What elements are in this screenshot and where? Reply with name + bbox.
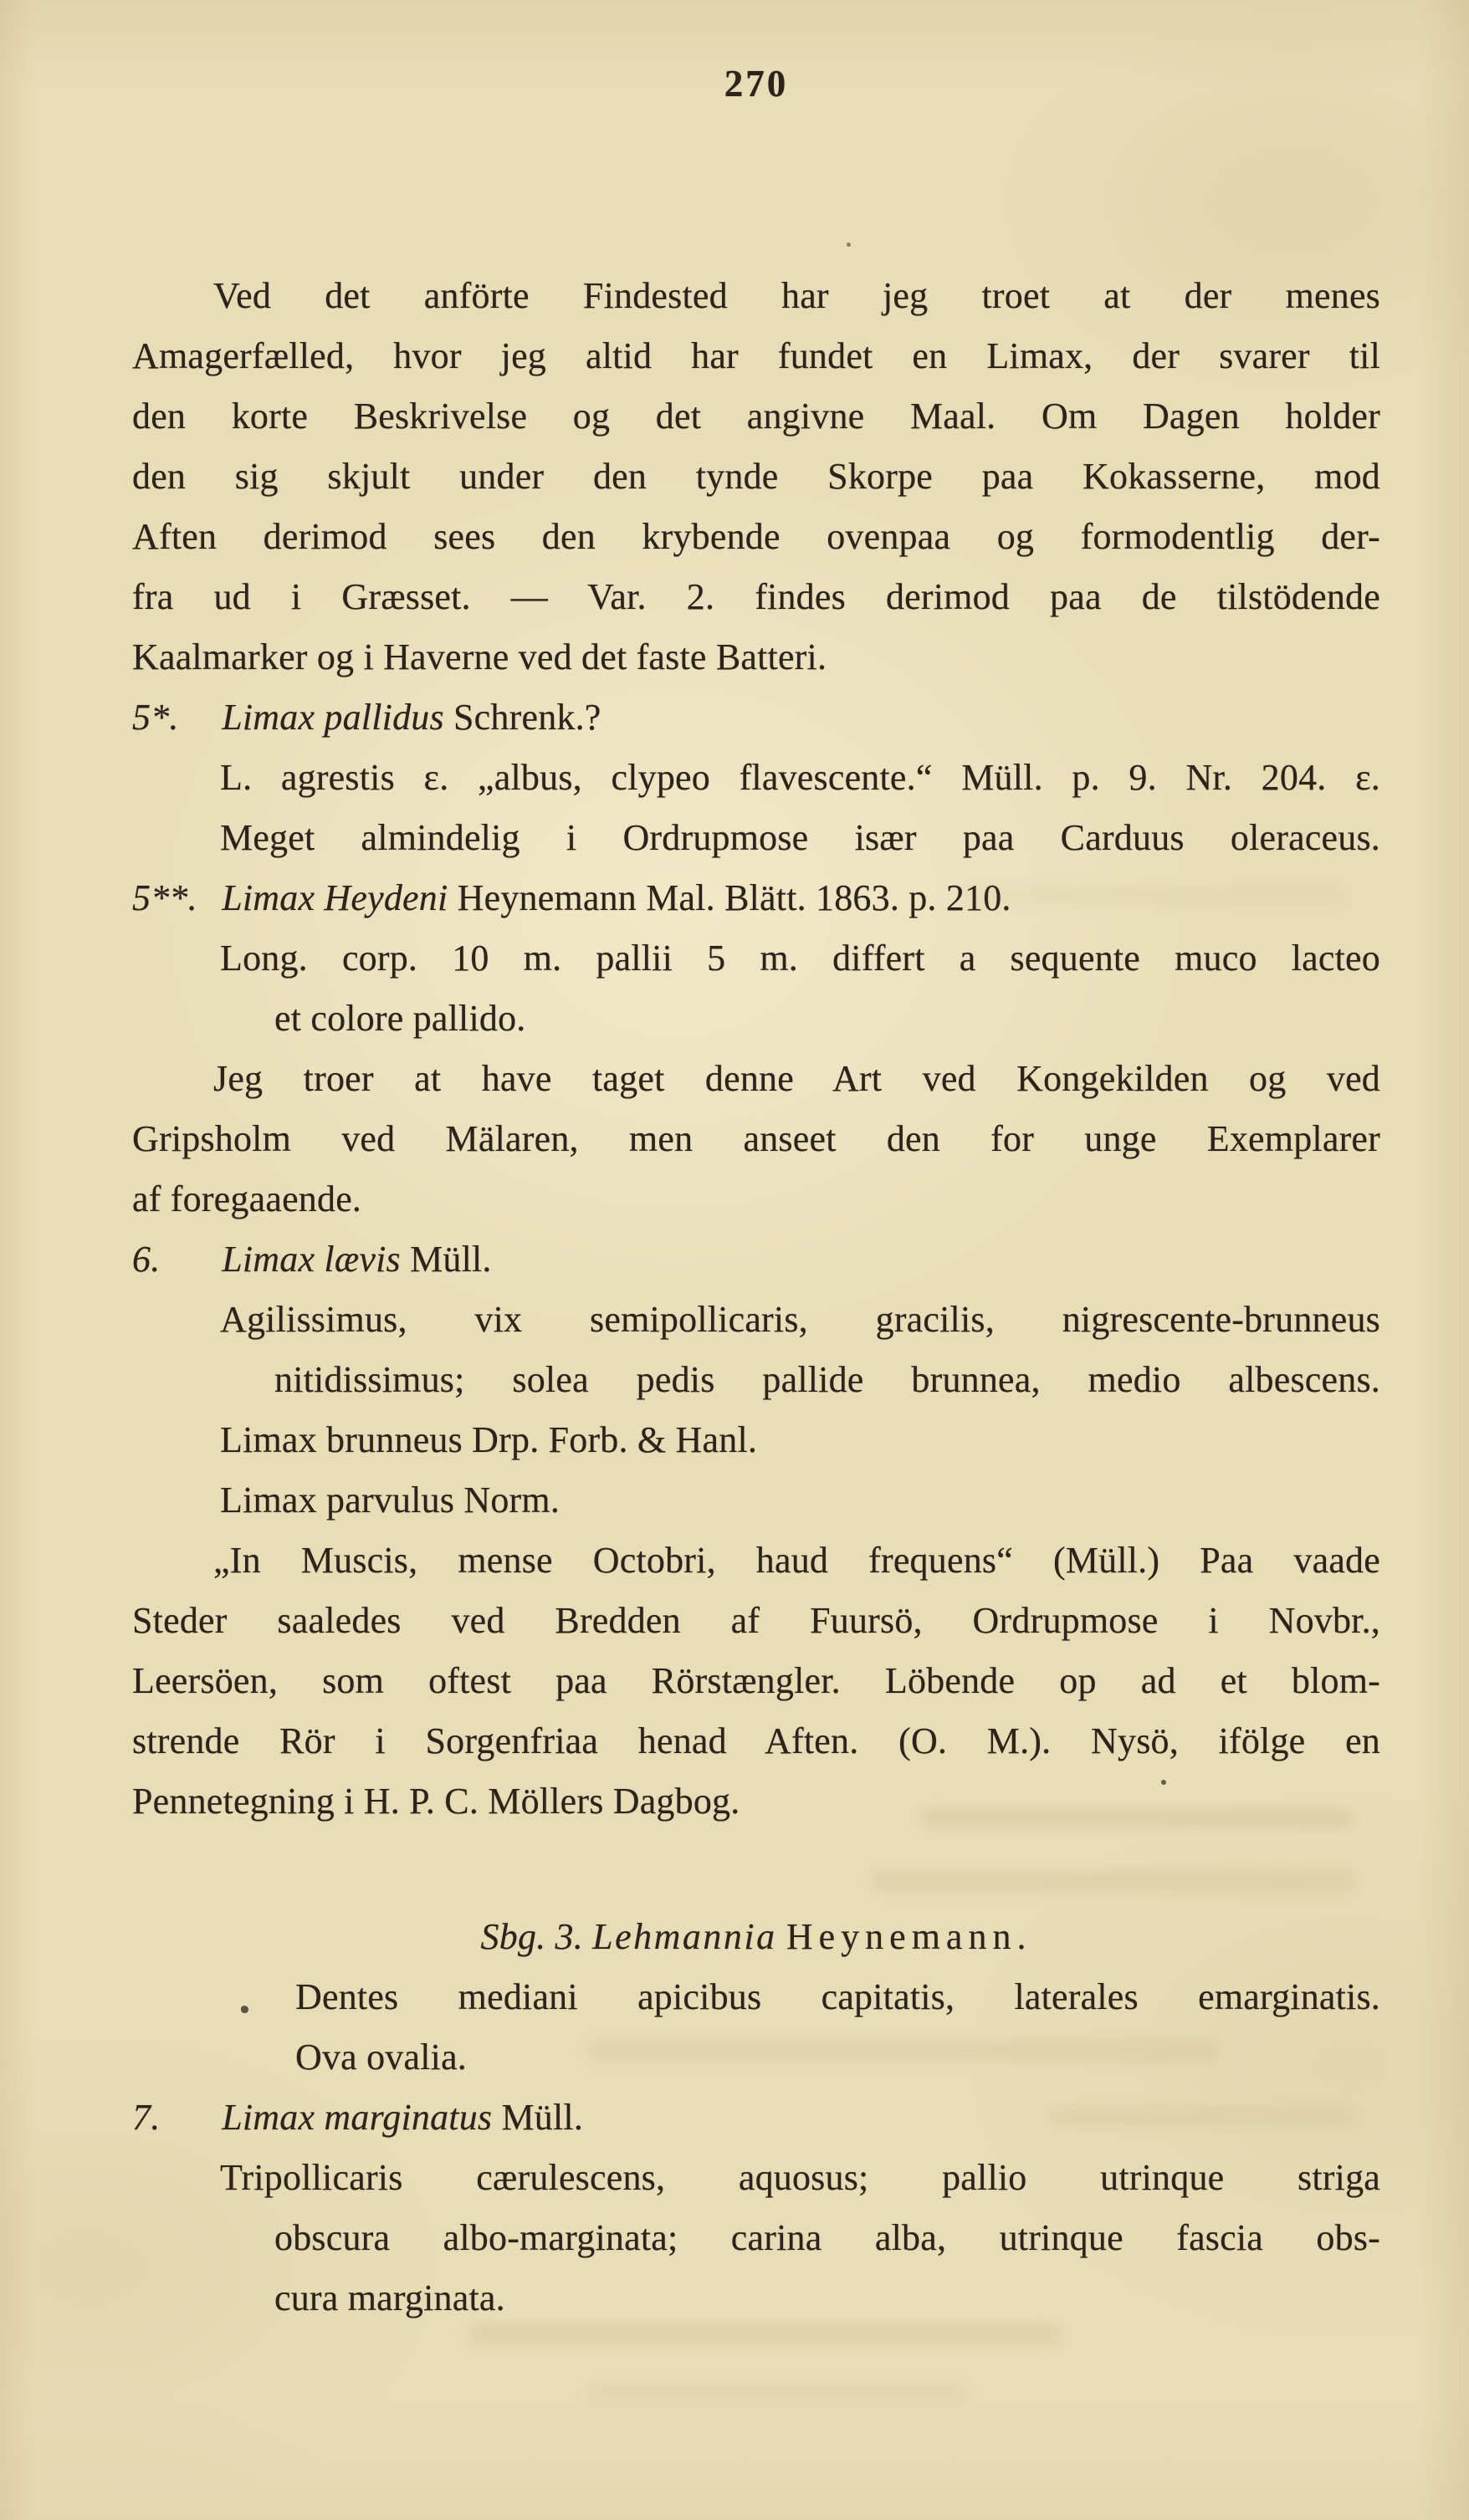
species-number: 5**.	[132, 877, 197, 918]
text-segment: nitidissimus; solea pedis pallide brunnea, medio albescens.	[274, 1359, 1380, 1400]
text-segment: Tripollicaris cærulescens, aquosus; pallio utrinque striga	[220, 2157, 1380, 2198]
show-through-ghost	[920, 1808, 1355, 1828]
text-line	[132, 1470, 1380, 1531]
species-heading-5star	[132, 688, 1380, 748]
text-segment: Müll.	[410, 1239, 492, 1280]
text-segment: Dentes mediani apicibus capitatis, laterales emarginatis.	[295, 1976, 1380, 2017]
page-number: 270	[724, 63, 789, 105]
species-number: 6.	[132, 1239, 161, 1280]
ink-speck	[241, 2006, 248, 2013]
text-line	[132, 1591, 1380, 1651]
text-segment: Meget almindelig i Ordrupmose især paa Carduus oleraceus.	[220, 817, 1380, 858]
text-line	[132, 1290, 1380, 1350]
text-segment: et colore pallido.	[274, 998, 526, 1039]
text-segment: af foregaaende.	[132, 1178, 362, 1219]
text-line	[132, 1531, 1380, 1591]
text-line	[132, 266, 1380, 326]
text-line	[132, 808, 1380, 868]
text-segment: Amagerfælled, hvor jeg altid har fundet en Limax, der svarer til	[132, 335, 1380, 376]
text-line	[132, 567, 1380, 627]
text-segment: Kaalmarker og i Haverne ved det faste Batteri.	[132, 636, 827, 677]
ink-speck	[1161, 1780, 1166, 1785]
show-through-ghost	[586, 2041, 1221, 2061]
text-segment: Müll.	[501, 2097, 584, 2138]
text-line	[132, 1711, 1380, 1771]
subgenus-heading	[132, 1907, 1380, 1967]
text-line	[132, 2268, 1380, 2328]
text-segment: Aften derimod sees den krybende ovenpaa og formodentlig der-	[132, 516, 1380, 557]
text-segment: Agilissimus, vix semipollicaris, gracilis, nigrescente-brunneus	[220, 1299, 1380, 1340]
text-segment: Schrenk.?	[453, 697, 601, 738]
text-line	[132, 1350, 1380, 1410]
text-segment: Sbg. 3.	[480, 1916, 583, 1957]
text-segment: Limax lævis	[222, 1239, 401, 1280]
text-line	[132, 386, 1380, 447]
text-line	[132, 2208, 1380, 2268]
text-segment: Limax marginatus	[222, 2097, 493, 2138]
text-segment: cura marginata.	[274, 2277, 505, 2318]
text-segment: Ova ovalia.	[295, 2037, 468, 2078]
text-segment: obscura albo-marginata; carina alba, utrinque fascia obs-	[274, 2217, 1380, 2258]
text-segment: Steder saaledes ved Bredden af Fuursö, Ordrupmose i Novbr.,	[132, 1600, 1380, 1641]
ink-speck	[847, 243, 851, 247]
text-segment: den korte Beskrivelse og det angivne Maal. Om Dagen holder	[132, 396, 1380, 437]
species-number: 5*.	[132, 697, 179, 738]
text-line	[132, 326, 1380, 386]
text-segment: Limax parvulus Norm.	[220, 1480, 560, 1521]
text-segment: Gripsholm ved Mälaren, men anseet den for unge Exemplarer	[132, 1118, 1380, 1159]
text-line	[132, 1169, 1380, 1229]
text-segment: Lehmannia	[592, 1916, 777, 1957]
text-line	[132, 928, 1380, 989]
text-line	[132, 1651, 1380, 1711]
text-line	[132, 989, 1380, 1049]
text-line	[132, 1049, 1380, 1109]
text-line	[132, 507, 1380, 567]
show-through-ghost	[586, 2385, 970, 2404]
show-through-ghost	[1046, 2108, 1355, 2126]
show-through-ghost	[870, 1870, 1355, 1892]
text-line	[132, 748, 1380, 808]
text-line	[132, 2148, 1380, 2208]
text-line	[132, 1109, 1380, 1169]
show-through-ghost	[468, 2323, 1062, 2345]
species-number: 7.	[132, 2097, 161, 2138]
text-segment: Pennetegning i H. P. C. Möllers Dagbog.	[132, 1781, 740, 1822]
species-heading-6	[132, 1229, 1380, 1290]
text-segment: Limax brunneus Drp. Forb. & Hanl.	[220, 1419, 758, 1460]
text-segment: fra ud i Græsset. — Var. 2. findes derimod paa de tilstödende	[132, 576, 1380, 617]
text-segment: Limax pallidus	[222, 697, 444, 738]
text-segment: den sig skjult under den tynde Skorpe paa Kokasserne, mod	[132, 456, 1380, 497]
show-through-ghost	[962, 887, 1347, 905]
text-segment: strende Rör i Sorgenfriaa henad Aften. (O. M.). Nysö, ifölge en	[132, 1720, 1380, 1761]
text-segment: Leersöen, som oftest paa Rörstængler. Löbende op ad et blom-	[132, 1660, 1380, 1701]
text-segment: Heynemann.	[786, 1916, 1032, 1957]
text-line	[132, 447, 1380, 507]
text-segment: Heynemann Mal. Blätt. 1863. p. 210.	[457, 877, 1011, 918]
text-segment: L. agrestis ε. „albus, clypeo flavescente.“ Müll. p. 9. Nr. 204. ε.	[220, 757, 1380, 798]
text-segment: Long. corp. 10 m. pallii 5 m. differt a sequente muco lacteo	[220, 938, 1380, 979]
text-line	[132, 627, 1380, 688]
text-segment: Ved det anförte Findested har jeg troet at der menes	[213, 275, 1380, 316]
text-segment: Limax Heydeni	[222, 877, 448, 918]
text-segment: „In Muscis, mense Octobri, haud frequens“ (Müll.) Paa vaade	[213, 1540, 1380, 1581]
page-text-block	[132, 266, 1380, 2328]
text-line	[132, 1967, 1380, 2027]
text-line	[132, 1410, 1380, 1470]
text-segment: Jeg troer at have taget denne Art ved Kongekilden og ved	[213, 1058, 1380, 1099]
